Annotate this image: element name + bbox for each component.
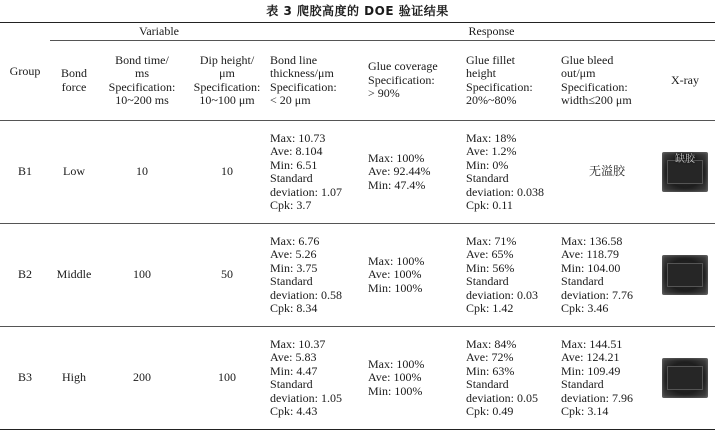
cell-group: B3 (17, 370, 32, 385)
header-bond-force: Bond force (60, 66, 87, 94)
header-group-row (0, 23, 715, 41)
header-glue-fillet-height: Glue fillet height Specification: 20%~80% (466, 52, 533, 107)
cell-fillet: Max: 84% Ave: 72% Min: 63% Standard deviation: 0.05 Cpk: 0.49 (466, 336, 539, 418)
header-dip-height: Dip height/ μm Specification: 10~100 μm (193, 52, 261, 107)
cell-fillet: Max: 18% Ave: 1.2% Min: 0% Standard deviation: 0.038 Cpk: 0.11 (466, 130, 545, 212)
xray-image (662, 358, 708, 398)
cell-xray (655, 224, 715, 327)
cell-bond-time: 100 (133, 267, 151, 282)
xray-label: 缺胶 (675, 154, 696, 165)
cell-coverage: Max: 100% Ave: 100% Min: 100% (368, 253, 425, 295)
cell-blt: Max: 10.37 Ave: 5.83 Min: 4.47 Standard deviation: 1.05 Cpk: 4.43 (270, 336, 343, 418)
header-glue-bleed-out: Glue bleed out/μm Specification: width≤200 μm (561, 52, 632, 107)
cell-bleed: Max: 136.58 Ave: 118.79 Min: 104.00 Standard deviation: 7.76 Cpk: 3.46 (561, 233, 634, 315)
cell-dip-height: 100 (218, 370, 236, 385)
cell-bond-time: 200 (133, 370, 151, 385)
table-row-b1 (0, 121, 715, 224)
header-glue-coverage: Glue coverage Specification: > 90% (368, 59, 438, 101)
cell-bond-force: Low (63, 164, 85, 179)
cell-dip-height: 10 (221, 164, 233, 179)
cell-fillet: Max: 71% Ave: 65% Min: 56% Standard deviation: 0.03 Cpk: 1.42 (466, 233, 539, 315)
doe-results-table (0, 22, 715, 430)
table-row-b2 (0, 224, 715, 327)
cell-xray (655, 121, 715, 224)
cell-group: B1 (17, 164, 32, 179)
cell-bond-force: Middle (56, 267, 92, 282)
cell-group: B2 (17, 267, 32, 282)
cell-blt: Max: 10.73 Ave: 8.104 Min: 6.51 Standard deviation: 1.07 Cpk: 3.7 (270, 130, 343, 212)
header-bond-line-thickness: Bond line thickness/μm Specification: < 20 μm (270, 52, 337, 107)
cell-blt: Max: 6.76 Ave: 5.26 Min: 3.75 Standard deviation: 0.58 Cpk: 8.34 (270, 233, 343, 315)
cell-coverage: Max: 100% Ave: 100% Min: 100% (368, 356, 425, 398)
header-sub-row (0, 41, 715, 121)
table-caption: 表 3 爬胶高度的 DOE 验证结果 (266, 4, 449, 18)
xray-image (662, 255, 708, 295)
cell-xray (655, 327, 715, 430)
header-variable: Variable (139, 23, 179, 38)
header-response: Response (468, 23, 515, 38)
xray-image (662, 152, 708, 192)
cell-bond-time: 10 (136, 164, 148, 179)
cell-bond-force: High (62, 370, 86, 385)
cell-bleed: Max: 144.51 Ave: 124.21 Min: 109.49 Standard deviation: 7.96 Cpk: 3.14 (561, 336, 634, 418)
cell-dip-height: 50 (221, 267, 233, 282)
header-xray: X-ray (671, 72, 699, 87)
header-group: Group (9, 63, 41, 78)
cell-coverage: Max: 100% Ave: 92.44% Min: 47.4% (368, 150, 431, 192)
cell-bleed-no-overflow: 无溢胶 (589, 164, 626, 179)
header-bond-time: Bond time/ ms Specification: 10~200 ms (108, 52, 176, 107)
table-row-b3 (0, 327, 715, 430)
